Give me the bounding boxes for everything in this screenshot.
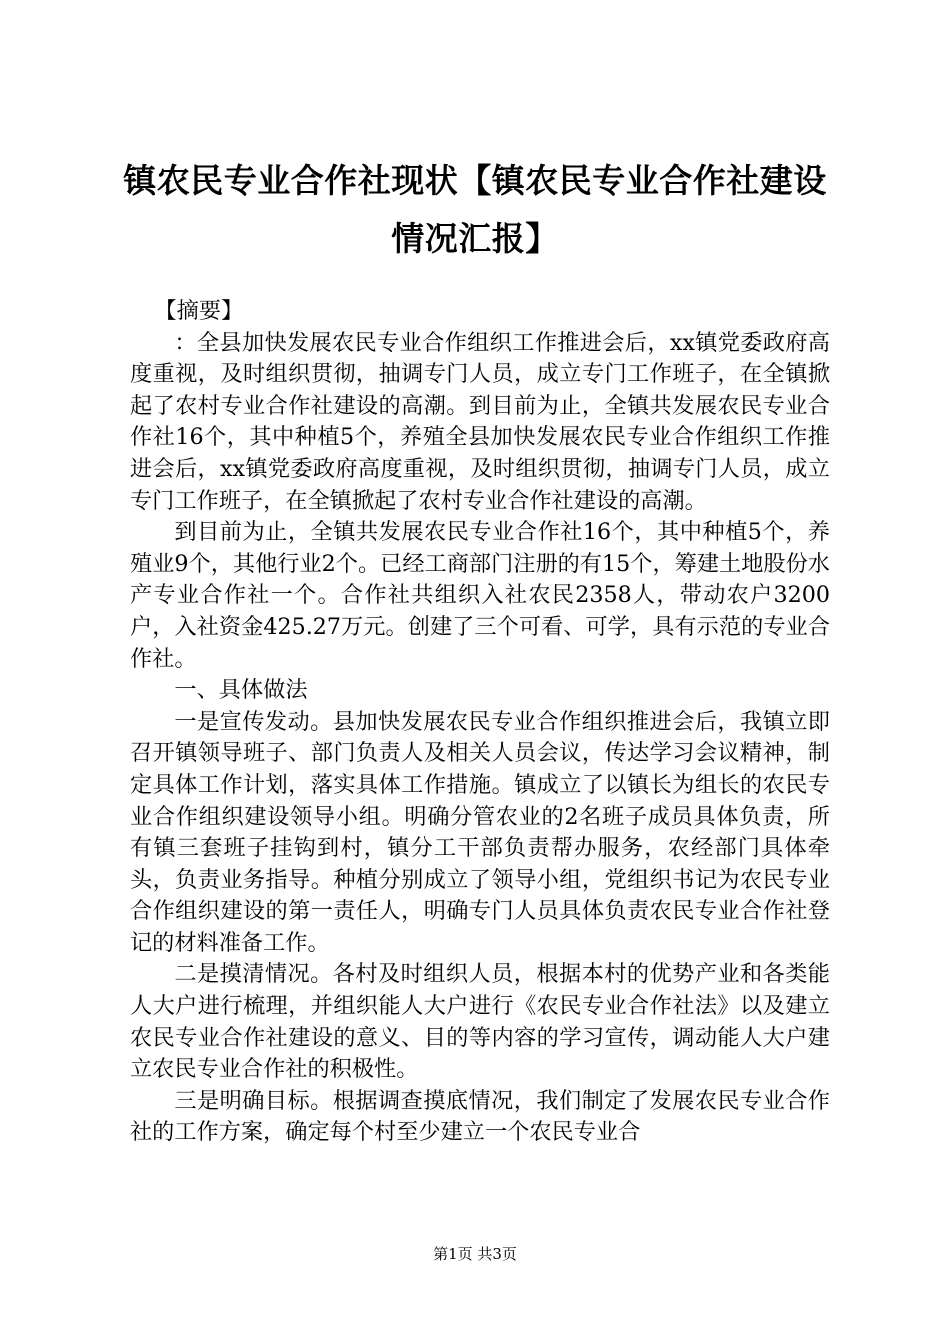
paragraph-publicity: 一是宣传发动。县加快发展农民专业合作组织推进会后，我镇立即召开镇领导班子、部门负责人及相关人员会议，传达学习会议精神，制定具体工作计划，落实具体工作措施。镇成立了以镇长为组长的农民专业合作组织建设领导小组。明确分管农业的2名班子成员具体负责，所有镇三套班子挂钩到村，镇分工干部负责帮办服务，农经部门具体牵头，负责业务指导。种植分别成立了领导小组，党组织书记为农民专业合作组织建设的第一责任人，明确专门人员具体负责农民专业合作社登记的材料准备工作。 [130,708,830,956]
abstract-label: 【摘要】 [154,298,244,324]
page-footer: 第1页 共3页 [433,1245,517,1263]
paragraph-summary: 到目前为止，全镇共发展农民专业合作社16个，其中种植5个，养殖业9个，其他行业2个。已经工商部门注册的有15个，筹建土地股份水产专业合作社一个。合作社共组织入社农民2358人，带动农户3200户，入社资金425.27万元。创建了三个可看、可学，具有示范的专业合作社。 [130,519,830,672]
document-body [130,296,830,1149]
document-title: 镇农民专业合作社现状【镇农民专业合作社建设情况汇报】 [123,161,827,258]
paragraph-goals: 三是明确目标。根据调查摸底情况，我们制定了发展农民专业合作社的工作方案，确定每个村至少建立一个农民专业合 [130,1087,830,1146]
section-heading: 一、具体做法 [174,677,308,704]
paragraph-investigation: 二是摸清情况。各村及时组织人员，根据本村的优势产业和各类能人大户进行梳理，并组织能人大户进行《农民专业合作社法》以及建立农民专业合作社建设的意义、目的等内容的学习宣传，调动能人大户建立农民专业合作社的积极性。 [130,961,830,1083]
paragraph-abstract: ：全县加快发展农民专业合作组织工作推进会后，xx镇党委政府高度重视，及时组织贯彻，抽调专门人员，成立专门工作班子，在全镇掀起了农村专业合作社建设的高潮。到目前为止，全镇共发展农民专业合作社16个，其中种植5个，养殖全县加快发展农民专业合作组织工作推进会后，xx镇党委政府高度重视，及时组织贯彻，抽调专门人员，成立专门工作班子，在全镇掀起了农村专业合作社建设的高潮。 [130,329,830,514]
